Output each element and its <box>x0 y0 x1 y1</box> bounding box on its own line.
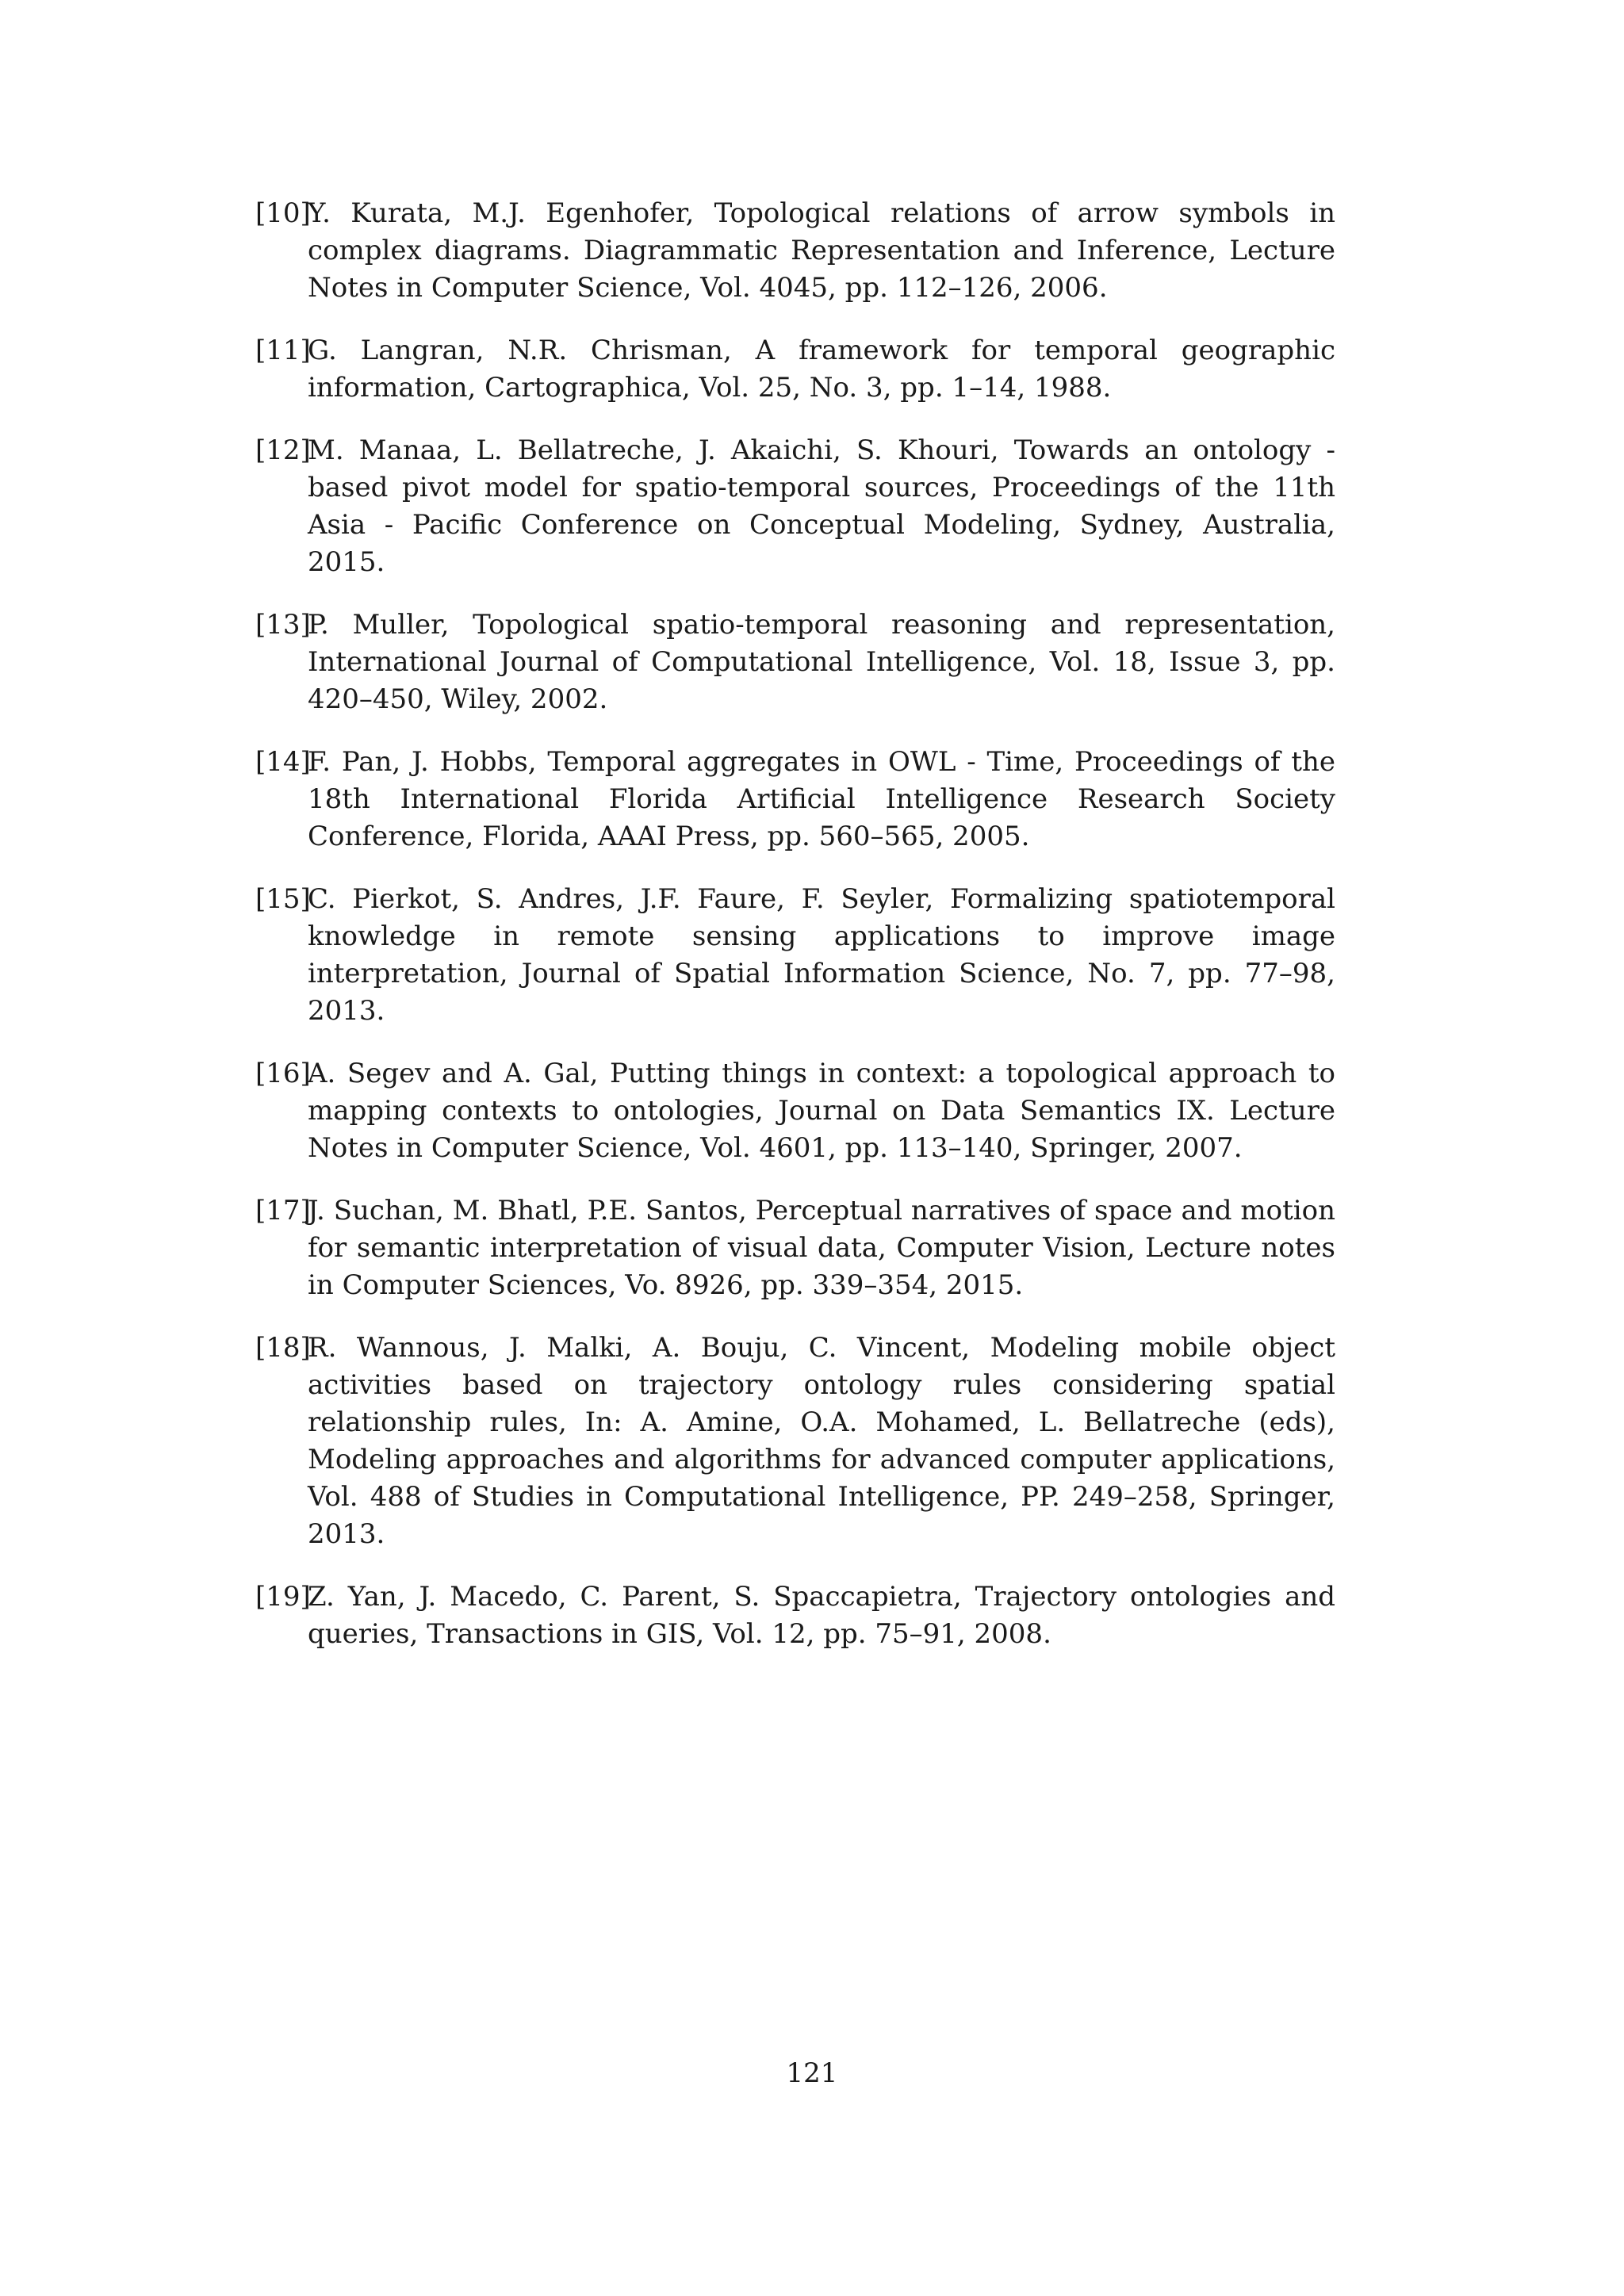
reference-text: Z. Yan, J. Macedo, C. Parent, S. Spaccapietra, Trajectory ontologies and queries, Transactions in GIS, Vol. 12, pp. 75–91, 2008. <box>308 1581 1335 1650</box>
reference-label: [16] <box>255 1058 311 1089</box>
reference-item <box>255 195 1335 307</box>
reference-item <box>255 881 1335 1030</box>
page-number: 121 <box>786 2057 838 2089</box>
reference-label: [15] <box>255 883 311 915</box>
reference-list <box>255 195 1335 1678</box>
reference-label: [12] <box>255 434 311 466</box>
reference-item <box>255 432 1335 581</box>
reference-label: [14] <box>255 746 311 778</box>
reference-text: F. Pan, J. Hobbs, Temporal aggregates in OWL - Time, Proceedings of the 18th International Florida Artificial Intelligence Research Society Conference, Florida, AAAI Press, pp. 560–565, 2005. <box>308 746 1335 852</box>
reference-text: J. Suchan, M. Bhatl, P.E. Santos, Perceptual narratives of space and motion for semantic interpretation of visual data, Computer Vision, Lecture notes in Computer Sciences, Vo. 8926, pp. 339–354, 2015. <box>308 1195 1335 1301</box>
reference-text: G. Langran, N.R. Chrisman, A framework for temporal geographic information, Cartographica, Vol. 25, No. 3, pp. 1–14, 1988. <box>308 335 1335 404</box>
reference-label: [11] <box>255 335 311 366</box>
reference-label: [19] <box>255 1581 311 1613</box>
reference-text: C. Pierkot, S. Andres, J.F. Faure, F. Seyler, Formalizing spatiotemporal knowledge in remote sensing applications to improve image interpretation, Journal of Spatial Information Science, No. 7, pp. 77–98, 2013. <box>308 883 1335 1027</box>
reference-text: A. Segev and A. Gal, Putting things in context: a topological approach to mapping contexts to ontologies, Journal on Data Semantics IX. Lecture Notes in Computer Science, Vol. 4601, pp. 113–140, Springer, 2007. <box>308 1058 1335 1164</box>
reference-item <box>255 744 1335 855</box>
reference-label: [13] <box>255 609 311 641</box>
reference-text: P. Muller, Topological spatio-temporal reasoning and representation, International Journal of Computational Intelligence, Vol. 18, Issue 3, pp. 420–450, Wiley, 2002. <box>308 609 1335 715</box>
reference-item <box>255 607 1335 718</box>
reference-text: R. Wannous, J. Malki, A. Bouju, C. Vincent, Modeling mobile object activities based on trajectory ontology rules considering spatial relationship rules, In: A. Amine, O.A. Mohamed, L. Bellatreche (eds), Modeling approaches and algorithms for advanced computer applications, Vol. 488 of Studies in Computational Intelligence, PP. 249–258, Springer, 2013. <box>308 1332 1335 1550</box>
reference-label: [18] <box>255 1332 311 1364</box>
reference-label: [10] <box>255 197 311 229</box>
reference-label: [17] <box>255 1195 311 1226</box>
reference-item <box>255 1578 1335 1653</box>
reference-item <box>255 1330 1335 1553</box>
reference-item <box>255 332 1335 407</box>
reference-item <box>255 1192 1335 1304</box>
reference-text: Y. Kurata, M.J. Egenhofer, Topological relations of arrow symbols in complex diagrams. Diagrammatic Representation and Inference, Lecture Notes in Computer Science, Vol. 4045, pp. 112–126, 2006. <box>308 197 1335 304</box>
reference-text: M. Manaa, L. Bellatreche, J. Akaichi, S. Khouri, Towards an ontology - based pivot model for spatio-temporal sources, Proceedings of the 11th Asia - Pacific Conference on Conceptual Modeling, Sydney, Australia, 2015. <box>308 434 1335 578</box>
reference-item <box>255 1055 1335 1167</box>
